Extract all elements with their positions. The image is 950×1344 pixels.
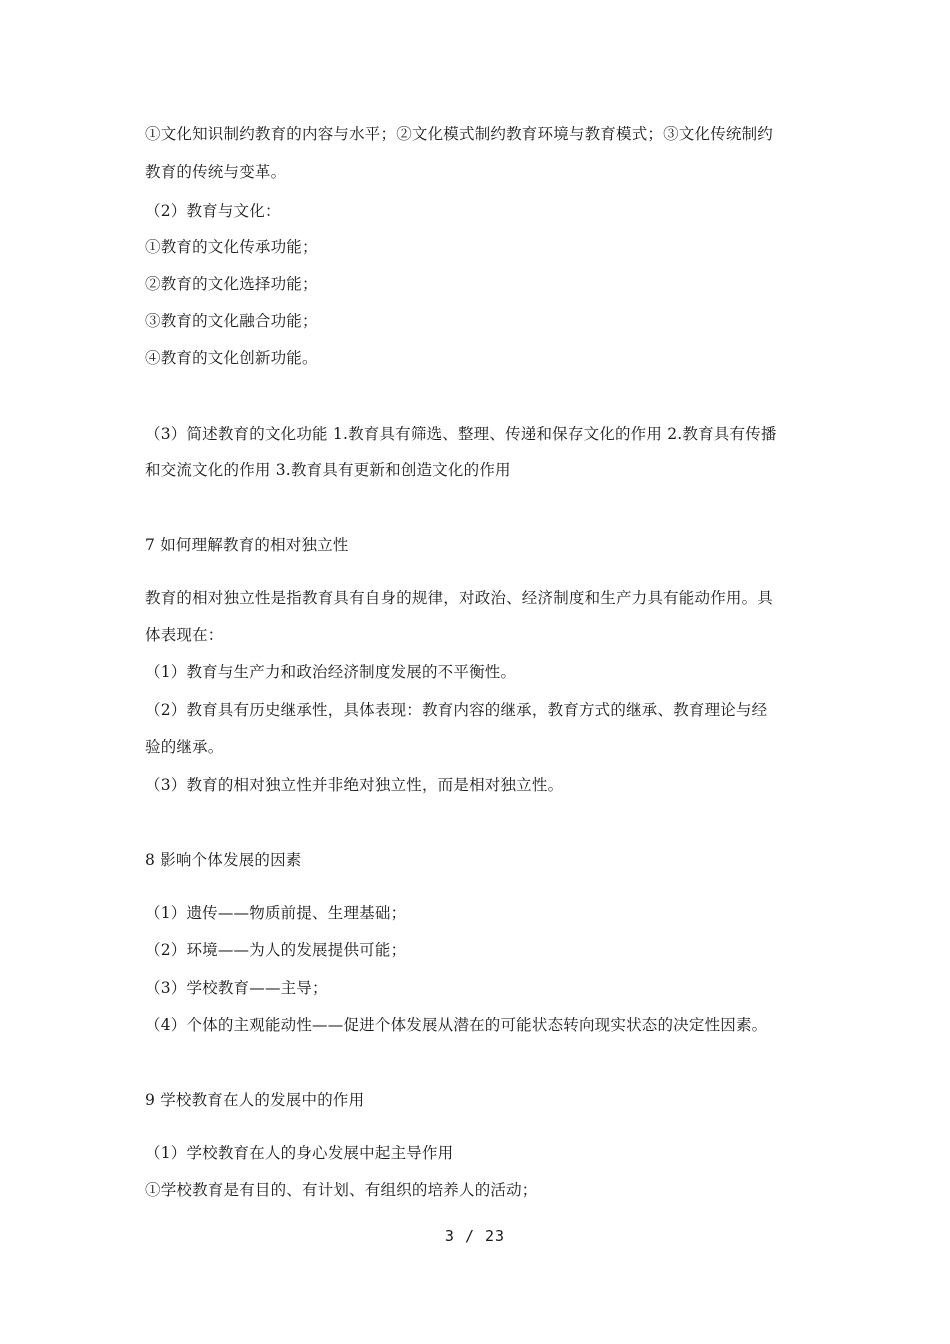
section-heading: 9 学校教育在人的发展中的作用 [145,1091,365,1109]
text-line: 教育的相对独立性是指教育具有自身的规律，对政治、经济制度和生产力具有能动作用。具 [145,589,774,607]
text-line: 体表现在： [145,626,224,644]
text-line: 和交流文化的作用 3.教育具有更新和创造文化的作用 [145,461,511,479]
text-line: （2）环境——为人的发展提供可能； [145,941,407,959]
text-line: （1）教育与生产力和政治经济制度发展的不平衡性。 [145,663,517,681]
text-line: （2）教育具有历史继承性，具体表现：教育内容的继承，教育方式的继承、教育理论与经 [145,701,768,719]
text-line: 教育的传统与变革。 [145,163,287,181]
text-line: （4）个体的主观能动性——促进个体发展从潜在的可能状态转向现实状态的决定性因素。 [145,1016,768,1034]
text-line: （3）学校教育——主导； [145,979,328,997]
text-line: 验的继承。 [145,738,224,756]
text-line: （1）学校教育在人的身心发展中起主导作用 [145,1144,454,1162]
text-line: ②教育的文化选择功能； [145,275,318,293]
section-heading: 8 影响个体发展的因素 [145,851,302,869]
text-line: （3）简述教育的文化功能 1.教育具有筛选、整理、传递和保存文化的作用 2.教育具有传播 [145,425,777,443]
text-line: ①学校教育是有目的、有计划、有组织的培养人的活动； [145,1181,538,1199]
text-line: ④教育的文化创新功能。 [145,349,318,367]
text-line: （2）教育与文化： [145,202,281,220]
text-line: ③教育的文化融合功能； [145,312,318,330]
text-line: ①教育的文化传承功能； [145,238,318,256]
section-heading: 7 如何理解教育的相对独立性 [145,536,349,554]
page-number: 3 / 23 [444,1227,506,1245]
text-line: （3）教育的相对独立性并非绝对独立性，而是相对独立性。 [145,776,564,794]
text-line: （1）遗传——物质前提、生理基础； [145,904,407,922]
text-line: ①文化知识制约教育的内容与水平；②文化模式制约教育环境与教育模式；③文化传统制约 [145,125,774,143]
